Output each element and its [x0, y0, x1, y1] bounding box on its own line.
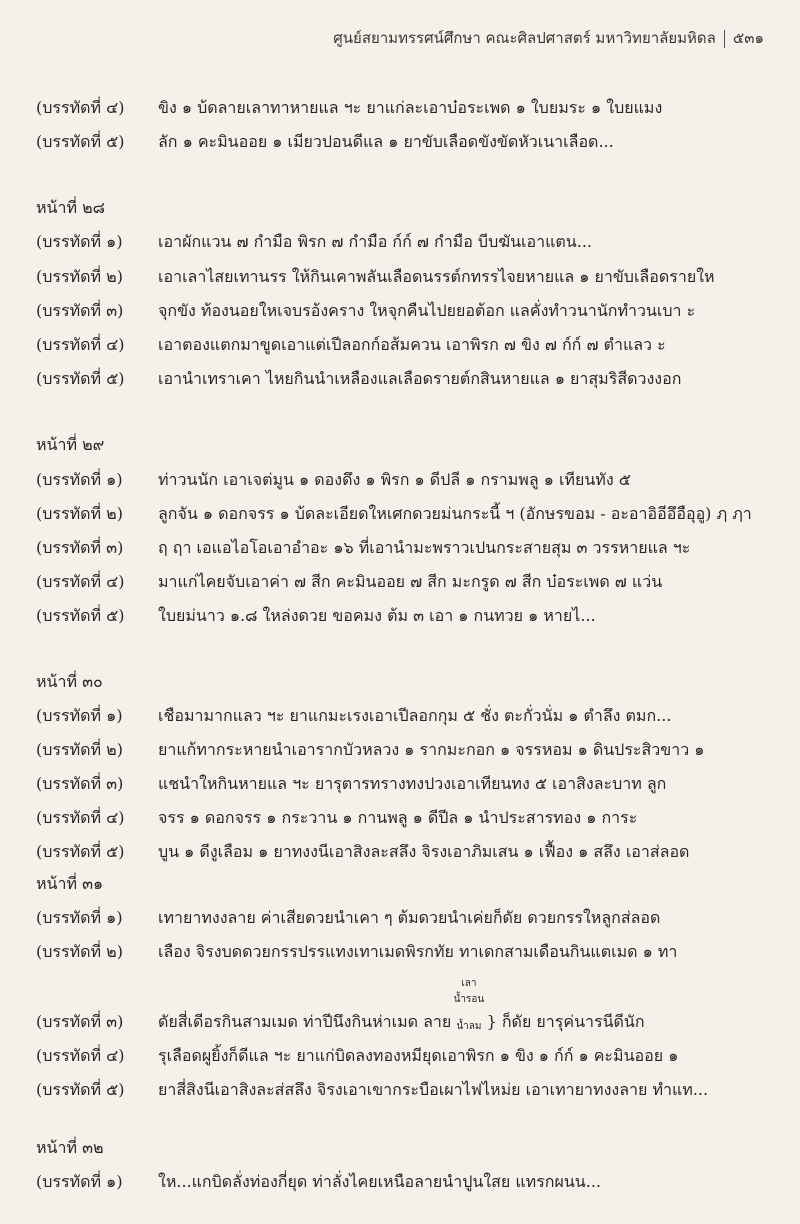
text-line [36, 570, 780, 595]
line-text: ยาสี่สิงนีเอาสิงละส่สลึง จิรงเอาเขากระบือเผาไฟไหม่ย เอาเทายาทงงลาย ทำแท... [158, 1080, 709, 1099]
line-label: (บรรทัดที่ ๔) [36, 335, 125, 354]
line-text: เอาผักแวน ๗ กำมือ พิรก ๗ กำมือ ก์ก์ ๗ กำมือ บีบฆันเอาแตน... [158, 232, 592, 251]
line-label: (บรรทัดที่ ๒) [36, 740, 123, 759]
interlinear-annotation [453, 978, 485, 1032]
line-label: (บรรทัดที่ ๕) [36, 842, 125, 861]
line-text: ท่าวนนัก เอาเจต่มูน ๑ ดองดึง ๑ พิรก ๑ ดีปลี ๑ กรามพลู ๑ เทียนทัง ๕ [158, 470, 631, 489]
line-text: เอาเลาไสยเทานรร ให้กินเคาพลันเลือดนรรต์กทรรไจยหายแล ๑ ยาขับเลือดรายให [158, 267, 715, 286]
section-title: หน้าที่ ๓๒ [36, 1138, 104, 1157]
text-line [36, 772, 780, 797]
line-label: (บรรทัดที่ ๕) [36, 1080, 125, 1099]
text-line [36, 468, 780, 493]
line-label: (บรรทัดที่ ๓) [36, 1012, 124, 1031]
line-text: เชือมามากแลว ฯะ ยาแกมะเรงเอาเปีลอกกุม ๕ ชั่ง ตะกั่วนั่ม ๑ ตำลึง ตมก... [158, 706, 672, 725]
line-label: (บรรทัดที่ ๔) [36, 98, 125, 117]
section-title: หน้าที่ ๒๘ [36, 198, 105, 217]
line-label: (บรรทัดที่ ๓) [36, 301, 124, 320]
annotation-mid: น้ำรอน [453, 994, 485, 1005]
header-divider [724, 30, 725, 48]
line-label: (บรรทัดที่ ๒) [36, 942, 123, 961]
text-line [36, 704, 780, 729]
line-label: (บรรทัดที่ ๑) [36, 908, 123, 927]
text-line [36, 502, 780, 527]
section-title: หน้าที่ ๒๙ [36, 435, 105, 454]
line-label: (บรรทัดที่ ๑) [36, 1172, 123, 1191]
line-label: (บรรทัดที่ ๑) [36, 232, 123, 251]
line-text: เลือง จิรงบดดวยกรรปรรแทงเทาเมดพิรกทัย ทาเดกสามเดือนกินแตเมด ๑ ทา [158, 942, 678, 961]
line-text: ขิง ๑ บ้ดลายเลาทาหายแล ฯะ ยาแก่ละเอาบ๋อระเพด ๑ ใบยมระ ๑ ใบยแมง [158, 98, 663, 117]
line-text: รุเลือดผูยิ้งก็ดีแล ฯะ ยาแก่บิดลงทองหมียุดเอาพิรก ๑ ขิง ๑ ก์ก์ ๑ คะมินออย ๑ [158, 1046, 679, 1065]
line-text [158, 978, 645, 1035]
line-label: (บรรทัดที่ ๕) [36, 369, 125, 388]
line-text: ให...แกบิดลั่งท่องกี่ยุด ท่าลั่งไคยเหนือลายนำปูนใสย แทรกผนน... [158, 1172, 601, 1191]
line-label: (บรรทัดที่ ๒) [36, 267, 123, 286]
running-header [333, 26, 764, 50]
text-line [36, 940, 780, 965]
line-text: ฤ ฤา เอแอไอโอเอาอำอะ ๑๖ ที่เอานำมะพราวเปนกระสายสุม ๓ วรรหายแล ฯะ [158, 538, 691, 557]
section-title: หน้าที่ ๓๑ [36, 874, 104, 893]
header-title: ศูนย์สยามทรรศน์ศึกษา คณะศิลปศาสตร์ มหาวิทยาลัยมหิดล [333, 29, 716, 47]
line-text: จรร ๑ ดอกจรร ๑ กระวาน ๑ กานพลู ๑ ดีปีล ๑ นำประสารทอง ๑ การะ [158, 808, 638, 827]
line-text: บูน ๑ ดีงูเลือม ๑ ยาทงงนีเอาสิงละสลึง จิรงเอาภิมเสน ๑ เฟื้อง ๑ สลึง เอาส่ลอด [158, 842, 690, 861]
page-number: ๕๓๑ [732, 29, 764, 47]
line-text: เอาตองแตกมาขูดเอาแต่เปีลอกก์อส้มควน เอาพิรก ๗ ขิง ๗ ก์ก์ ๗ ตำแลว ะ [158, 335, 666, 354]
line-label: (บรรทัดที่ ๒) [36, 504, 123, 523]
text-line [36, 1170, 780, 1195]
line-label: (บรรทัดที่ ๕) [36, 606, 125, 625]
line-text: เทายาทงงลาย ค่าเสียดวยนำเคา ๆ ต้มดวยนำเค่ยก็ดัย ดวยกรรใหลูกส่ลอด [158, 908, 661, 927]
line-text: ยาแก้ทากระหายนำเอารากบัวหลวง ๑ รากมะกอก ๑ จรรหอม ๑ ดินประสิวขาว ๑ [158, 740, 705, 759]
text-line [36, 806, 780, 831]
line-text: มาแก่ไคยจับเอาค่า ๗ สีก คะมินออย ๗ สีก มะกรูด ๗ สีก บ๋อระเพด ๗ แว่น [158, 572, 663, 591]
line-text: เอานำเทราเคา ไหยกินนำเหลืองแลเลือดรายต์กสินหายแล ๑ ยาสุมริสีดวงงอก [158, 369, 682, 388]
line-text: ลูกจัน ๑ ดอกจรร ๑ บ้ดละเอียดใหเศกดวยม่นกระนี้ ฯ (อักษรขอม - อะอาอิอีอึอือุอู) ฦ ฦา [158, 504, 752, 523]
text-line [36, 230, 780, 255]
line-text: ใบยม่นาว ๑.๘ ใหล่งดวย ขอคมง ต้ม ๓ เอา ๑ กนทวย ๑ หายไ... [158, 606, 596, 625]
text-line [36, 906, 780, 931]
text-line [36, 333, 780, 358]
text-line [36, 536, 780, 561]
text-line [36, 604, 780, 629]
line-label: (บรรทัดที่ ๔) [36, 808, 125, 827]
text-line [36, 840, 780, 865]
text-line [36, 96, 780, 121]
text-line [36, 130, 780, 155]
line-label: (บรรทัดที่ ๓) [36, 538, 124, 557]
line-label: (บรรทัดที่ ๑) [36, 706, 123, 725]
line-label: (บรรทัดที่ ๔) [36, 572, 125, 591]
annotation-top: เลา [461, 978, 477, 989]
section-title: หน้าที่ ๓๐ [36, 672, 103, 691]
line-text: แชนำใหกินหายแล ฯะ ยารุตารทรางทงปวงเอาเทียนทง ๕ เอาสิงละบาท ลูก [158, 774, 667, 793]
text-line [36, 1044, 780, 1069]
text-line [36, 1078, 780, 1103]
line-text-after: } ก็ดัย ยารุค่นารนีดีนัก [481, 1012, 645, 1031]
line-label: (บรรทัดที่ ๕) [36, 132, 125, 151]
text-line [36, 265, 780, 290]
text-line [36, 367, 780, 392]
line-label: (บรรทัดที่ ๓) [36, 774, 124, 793]
text-line [36, 738, 780, 763]
line-label: (บรรทัดที่ ๔) [36, 1046, 125, 1065]
text-line [36, 299, 780, 324]
line-label: (บรรทัดที่ ๑) [36, 470, 123, 489]
line-text-before: ดัยสี่เดีอรกินสามเมด ท่าปีนึงกินห่าเมด ลาย [158, 1012, 457, 1031]
annotation-low: น้ำลม [456, 1021, 482, 1032]
line-text: ลัก ๑ คะมินออย ๑ เมียวปอนดีแล ๑ ยาขับเลือดขังขัดหัวเนาเลือด... [158, 132, 614, 151]
line-text: จุกขัง ท้องนอยใหเจบรอ้งคราง ใหจุกคืนไปยยอต้อก แลคั่งทําวนานักทําวนเบา ะ [158, 301, 696, 320]
